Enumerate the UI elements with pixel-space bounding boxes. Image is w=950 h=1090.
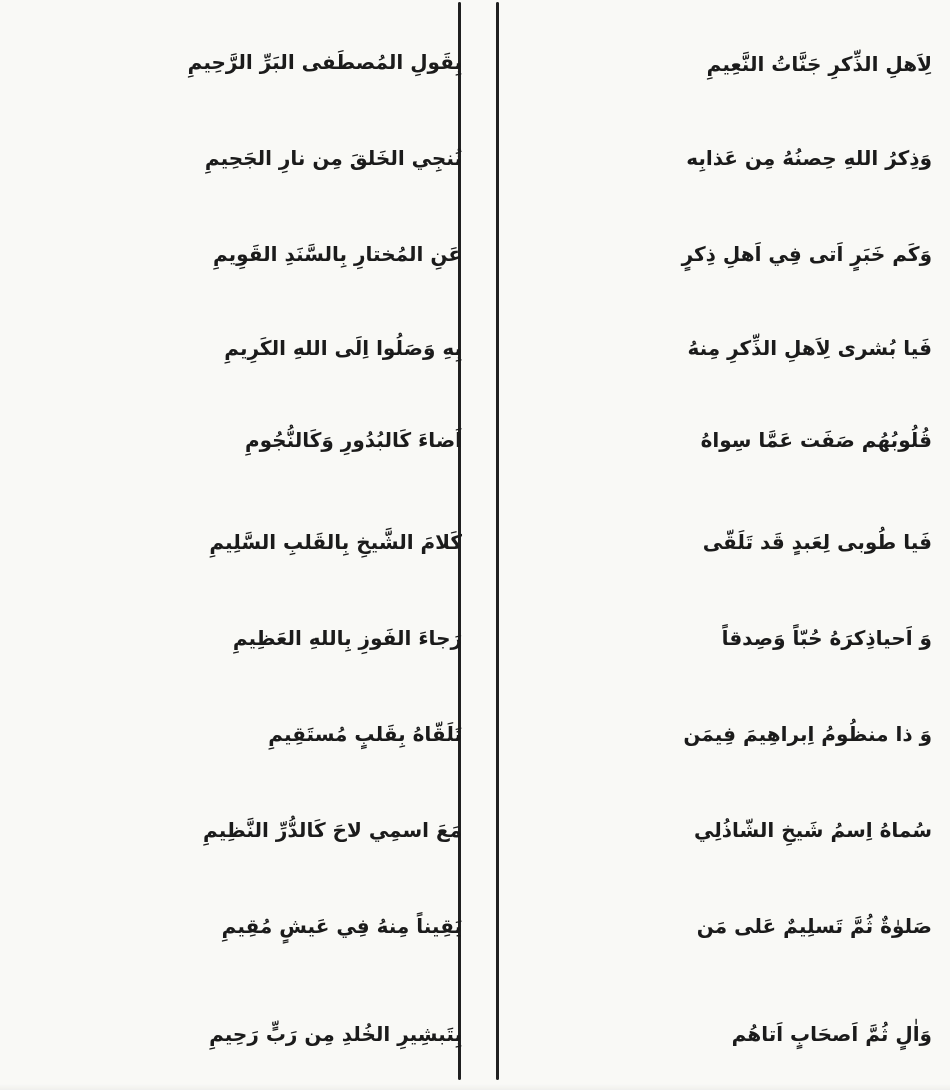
left-verse-8: تَلَقّاهُ بِقَلبٍ مُستَقِيمِ (268, 721, 462, 746)
left-verse-9: مَعَ اسمِي لاحَ كَالدُّرِّ النَّظِيمِ (203, 817, 462, 842)
left-verse-column (32, 0, 462, 1090)
left-verse-2: نُنجِي الخَلقَ مِن نارِ الجَحِيمِ (204, 145, 462, 170)
right-verse-1: لِاَهلِ الذِّكرِ جَنَّاتُ النَّعِيمِ (706, 51, 932, 76)
right-verse-3: وَكَم خَبَرٍ اَتى فِي اَهلِ ذِكرٍ (681, 241, 932, 266)
left-verse-11: بِتَبشِيرِ الخُلدِ مِن رَبٍّ رَحِيمِ (209, 1021, 462, 1046)
right-verse-2: وَذِكرُ اللهِ حِصنُهُ مِن عَذابِه (686, 145, 932, 170)
right-verse-7: وَ اَحياذِكرَهُ حُبّاً وَصِدقاً (721, 625, 932, 650)
left-verse-4: بِهِ وَصَلُوا اِلَى اللهِ الكَرِيمِ (224, 335, 462, 360)
right-verse-11: وَاٰلٍ ثُمَّ اَصحَابٍ اَتاهُم (731, 1021, 932, 1046)
right-verse-column (482, 0, 932, 1090)
right-verse-9: سُماهُ اِسمُ شَيخِ الشّاذُلِي (694, 817, 932, 842)
left-verse-3: عَنِ المُختارِ بِالسَّنَدِ القَوِيمِ (212, 241, 462, 266)
column-divider-right (496, 2, 499, 1080)
left-verse-7: رَجاءَ الفَوزِ بِاللهِ العَظِيمِ (232, 625, 462, 650)
right-verse-8: وَ ذا منظُومُ اِبراهِيمَ فِيمَن (683, 721, 932, 746)
page-bottom-shadow (0, 1084, 950, 1090)
right-verse-6: فَيا طُوبى لِعَبدٍ قَد تَلَقّى (702, 529, 932, 554)
left-verse-5: اَضاءَ كَالبُدُورِ وَكَالنُّجُومِ (244, 427, 462, 452)
right-verse-5: قُلُوبُهُم صَفَت عَمَّا سِواهُ (700, 427, 932, 452)
right-verse-10: صَلوٰةٌ ثُمَّ تَسلِيمٌ عَلى مَن (696, 913, 932, 938)
left-verse-1: بِقَولِ المُصطَفى البَرِّ الرَّحِيمِ (187, 49, 462, 74)
left-verse-10: يَقِيناً مِنهُ فِي عَيشٍ مُقِيمِ (221, 913, 462, 938)
right-verse-4: فَيا بُشرى لِاَهلِ الذِّكرِ مِنهُ (687, 335, 932, 360)
left-verse-6: كَلامَ الشَّيخِ بِالقَلبِ السَّلِيمِ (209, 529, 462, 554)
